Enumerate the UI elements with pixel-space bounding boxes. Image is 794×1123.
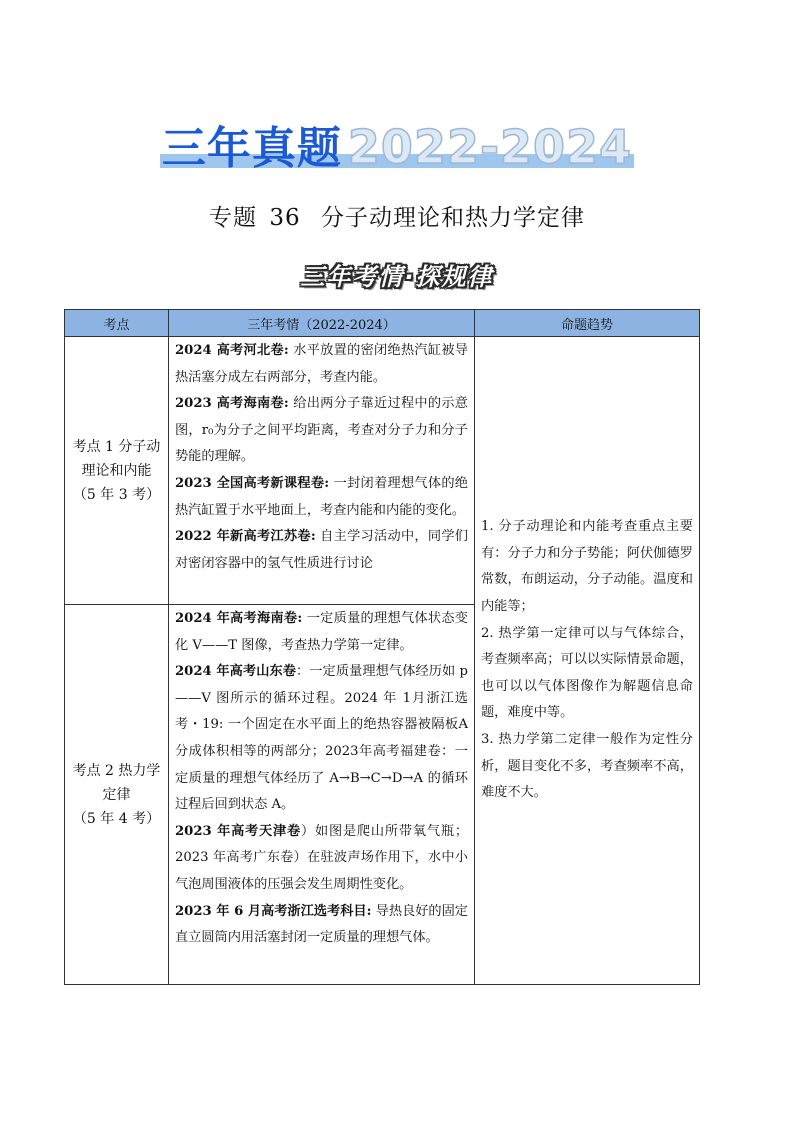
subject-label: 专题 (209, 205, 258, 231)
entry-source: 2023 年高考天津卷 (175, 823, 301, 839)
entry-text: 一定质量的理想气体状态变化 V——T 图像，考查热力学第一定律。 (175, 611, 468, 653)
title-banner (0, 118, 794, 178)
entry-source: 2024 年高考海南卷: (175, 611, 303, 626)
topic-line: 理论和内能 (81, 462, 152, 479)
topic-count: （5 年 3 考） (72, 486, 161, 503)
topic-count: （5 年 4 考） (72, 810, 161, 827)
subject-number: 36 (269, 205, 301, 231)
exam-entry (175, 338, 468, 391)
exam-entry (175, 819, 468, 899)
header-topic: 考点 (65, 310, 169, 337)
trend-cell (475, 337, 700, 985)
exam-analysis-table (64, 309, 700, 985)
subject-heading (0, 199, 794, 232)
exam-entry (175, 524, 468, 577)
section-subtitle: 三年考情·探规律 (300, 263, 494, 291)
trend-item: 3. 热力学第二定律一般作为定性分析，题目变化不多，考查频率不高，难度不大。 (481, 731, 693, 801)
exam-entry (175, 606, 468, 659)
entry-text: ：一定质量理想气体经历如 p——V 图所示的循环过程。2024 年 1月浙江选考・19: 一个固定在水平面上的绝热容器被隔板A分成体积相等的两部分；2023年高考福建卷：一定质量的理想气体经历了 A→B→C→D→A 的循环过程后回到状态 A。 (175, 664, 468, 813)
entry-text: ）如图是爬山所带氧气瓶；2023 年高考广东卷）在驻波声场作用下，水中小气泡周围液体的压强会发生周期性变化。 (175, 823, 469, 892)
header-exam-history: 三年考情（2022-2024） (169, 310, 475, 337)
entry-source: 2023 年 6 月高考浙江选考科目: (175, 903, 372, 919)
exam-history-cell (169, 605, 475, 985)
exam-entry (175, 471, 468, 524)
entry-source: 2023 全国高考新课程卷: (175, 475, 330, 491)
entry-source: 2024 高考河北卷: (175, 343, 289, 358)
entry-text: 给出两分子靠近过程中的示意图，r₀为分子之间平均距离，考查对分子力和分子势能的理解。 (175, 396, 468, 465)
exam-entry (175, 659, 468, 819)
entry-text: 水平放置的密闭绝热汽缸被导热活塞分成左右两部分，考查内能。 (175, 343, 468, 385)
exam-entry (175, 899, 468, 952)
trend-item: 2. 热学第一定律可以与气体综合，考查频率高；可以以实际情景命题，也可以以气体图像作为解题信息命题，难度中等。 (481, 625, 693, 721)
entry-text: 自主学习活动中，同学们对密闭容器中的氢气性质进行讨论 (175, 529, 468, 571)
topic-cell (65, 337, 169, 605)
banner-years: 2022-2024 (347, 120, 633, 174)
topic-line: 考点 2 热力学 (72, 762, 161, 779)
entry-text: 一封闭着理想气体的绝热汽缸置于水平地面上，考查内能和内能的变化。 (175, 475, 468, 518)
entry-source: 2023 高考海南卷: (175, 396, 289, 412)
table-row (65, 337, 700, 605)
exam-history-cell (169, 337, 475, 605)
banner-prefix: 三年真题 (161, 123, 342, 174)
entry-source: 2024 年高考山东卷 (175, 664, 297, 680)
topic-line: 定律 (102, 786, 131, 803)
entry-source: 2022 年新高考江苏卷: (175, 529, 316, 545)
header-trend: 命题趋势 (475, 310, 700, 337)
trend-item: 1. 分子动理论和内能考查重点主要有：分子力和分子势能；阿伏伽德罗常数，布朗运动，分子动能。温度和内能等； (481, 519, 693, 615)
table-header-row (65, 310, 700, 337)
subject-title: 分子动理论和热力学定律 (320, 205, 585, 231)
entry-text: 导热良好的固定直立圆筒内用活塞封闭一定质量的理想气体。 (175, 903, 468, 946)
exam-entry (175, 391, 468, 471)
topic-line: 考点 1 分子动 (72, 438, 161, 455)
topic-cell (65, 605, 169, 985)
